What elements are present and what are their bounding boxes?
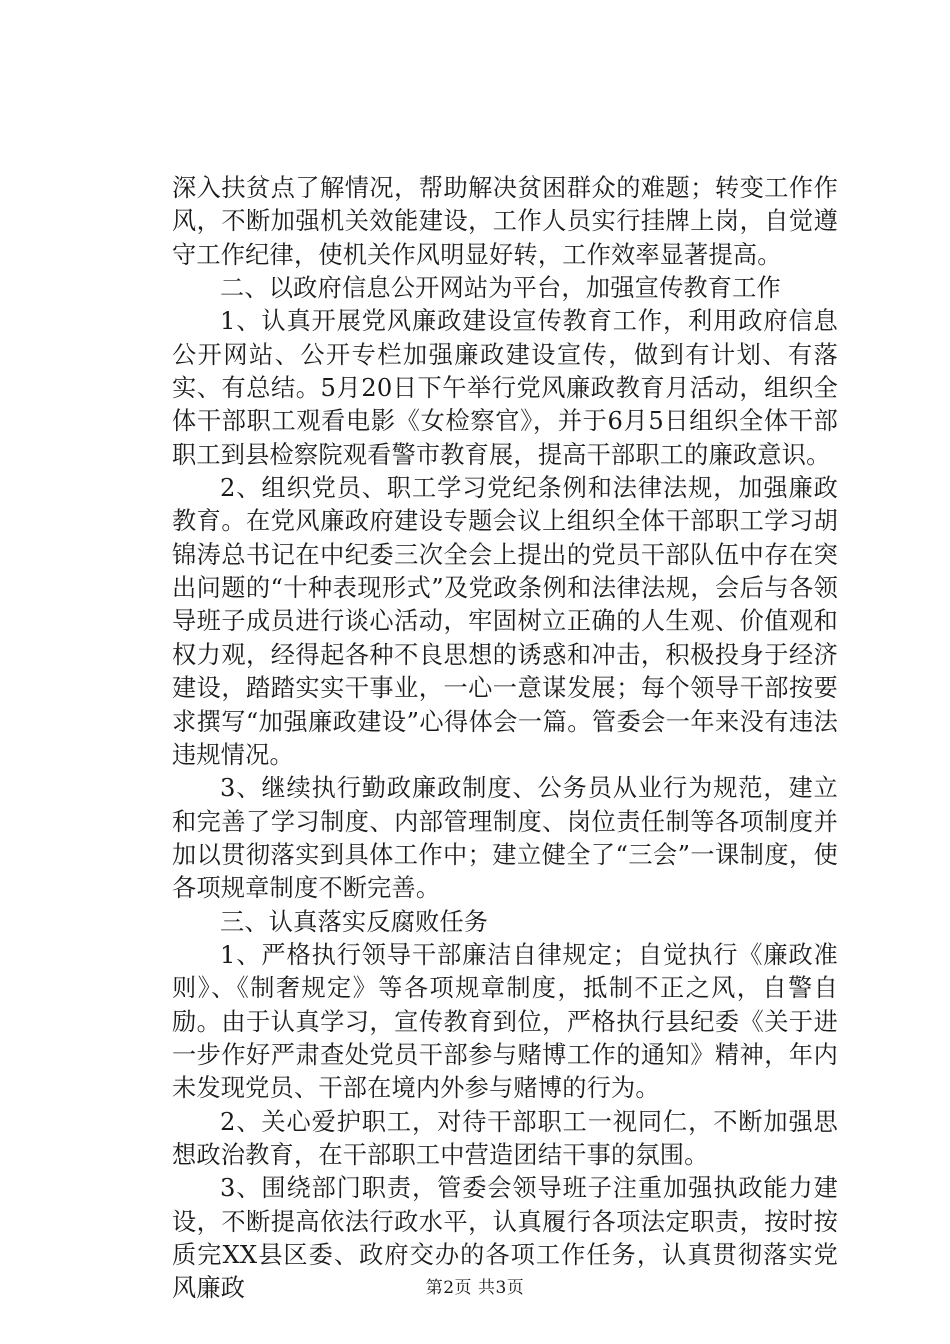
paragraph-2-1: 1、认真开展党风廉政建设宣传教育工作，利用政府信息公开网站、公开专栏加强廉政建设宣传，做到有计划、有落实、有总结。5月20日下午举行党风廉政教育月活动，组织全体干部职工观看电影《女检察官》，并于6月5日组织全体干部职工到县检察院观看警市教育展，提高干部职工的廉政意识。 <box>172 307 838 469</box>
document-body <box>172 172 838 1306</box>
section-heading-3: 三、认真落实反腐败任务 <box>220 907 489 936</box>
paragraph-3-3: 3、围绕部门职责，管委会领导班子注重加强执政能力建设，不断提高依法行政水平，认真履行各项法定职责，按时按质完XX县区委、政府交办的各项工作任务，认真贯彻落实党风廉政 <box>172 1174 838 1303</box>
paragraph-2-3: 3、继续执行勤政廉政制度、公务员从业行为规范，建立和完善了学习制度、内部管理制度、岗位责任制等各项制度并加以贯彻落实到具体工作中；建立健全了“三会”一课制度，使各项规章制度不断完善。 <box>172 774 838 903</box>
paragraph-2-2: 2、组织党员、职工学习党纪条例和法律法规，加强廉政教育。在党风廉政府建设专题会议上组织全体干部职工学习胡锦涛总书记在中纪委三次全会上提出的党员干部队伍中存在突出问题的“十种表现形式”及党政条例和法律法规，会后与各领导班子成员进行谈心活动，牢固树立正确的人生观、价值观和权力观，经得起各种不良思想的诱惑和冲击，积极投身于经济建设，踏踏实实干事业，一心一意谋发展；每个领导干部按要求撰写“加强廉政建设”心得体会一篇。管委会一年来没有违法违规情况。 <box>172 474 838 769</box>
section-heading-2: 二、以政府信息公开网站为平台，加强宣传教育工作 <box>220 274 781 303</box>
page-number-footer: 第2页 共3页 <box>425 1278 525 1298</box>
paragraph-continuation: 深入扶贫点了解情况，帮助解决贫困群众的难题；转变工作作风，不断加强机关效能建设，工作人员实行挂牌上岗，自觉遵守工作纪律，使机关作风明显好转，工作效率显著提高。 <box>172 174 838 269</box>
paragraph-3-2: 2、关心爱护职工，对待干部职工一视同仁，不断加强思想政治教育，在干部职工中营造团结干事的氛围。 <box>172 1107 838 1169</box>
paragraph-3-1: 1、严格执行领导干部廉洁自律规定；自觉执行《廉政准则》、《制奢规定》等各项规章制度，抵制不正之风，自警自励。由于认真学习，宣传教育到位，严格执行县纪委《关于进一步作好严肃查处党员干部参与赌博工作的通知》精神，年内未发现党员、干部在境内外参与赌博的行为。 <box>172 940 838 1103</box>
